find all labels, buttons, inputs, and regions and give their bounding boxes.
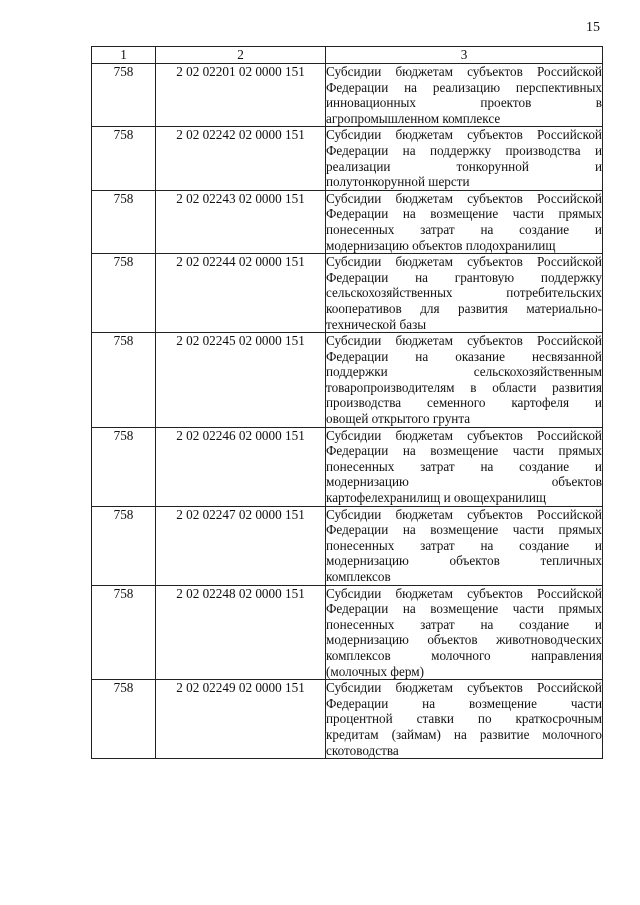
revenue-description-cell <box>326 333 603 428</box>
revenue-description-cell <box>326 680 603 759</box>
description-line: Субсидии бюджетам субъектов Российской <box>326 64 602 79</box>
description-line: кооперативов для развития материально- <box>326 300 602 316</box>
budget-classification-code-cell: 2 02 02249 02 0000 151 <box>156 680 326 759</box>
column-header-1: 1 <box>92 47 156 64</box>
description-line: Федерации на возмещение части прямых <box>326 601 602 617</box>
description-line: полутонкорунной шерсти <box>326 174 470 190</box>
description-line: Субсидии бюджетам субъектов Российской <box>326 585 602 601</box>
chief-admin-code-cell: 758 <box>92 190 156 253</box>
description-line: инновационных проектов в <box>326 95 602 111</box>
description-line: модернизацию объектов животноводческих <box>326 632 602 648</box>
description-line: поддержки сельскохозяйственным <box>326 364 602 380</box>
description-line: понесенных затрат на создание и <box>326 458 602 474</box>
description-line: технической базы <box>326 316 427 332</box>
description-line: Субсидии бюджетам субъектов Российской <box>326 333 602 349</box>
description-line: Субсидии бюджетам субъектов Российской <box>326 127 602 143</box>
budget-classification-code-cell: 2 02 02247 02 0000 151 <box>156 506 326 585</box>
chief-admin-code-cell: 758 <box>92 427 156 506</box>
description-line: скотоводства <box>326 742 399 758</box>
column-header-2: 2 <box>156 47 326 64</box>
table-row <box>92 190 603 253</box>
budget-codes-table <box>91 46 603 759</box>
table-row <box>92 680 603 759</box>
revenue-description-cell <box>326 506 603 585</box>
table-row <box>92 585 603 680</box>
table-header-row <box>92 47 603 64</box>
revenue-description-cell <box>326 427 603 506</box>
description-line: Федерации на возмещение части прямых <box>326 206 602 222</box>
description-line: Федерации на грантовую поддержку <box>326 269 602 285</box>
description-line: модернизацию объектов плодохранилищ <box>326 237 556 253</box>
table-row <box>92 333 603 428</box>
chief-admin-code-cell: 758 <box>92 506 156 585</box>
description-line: Федерации на оказание несвязанной <box>326 348 602 364</box>
description-line: Субсидии бюджетам субъектов Российской <box>326 506 602 522</box>
description-line: Субсидии бюджетам субъектов Российской <box>326 190 602 206</box>
chief-admin-code-cell: 758 <box>92 680 156 759</box>
chief-admin-code-cell: 758 <box>92 64 156 127</box>
table-row <box>92 64 603 127</box>
table-row <box>92 506 603 585</box>
chief-admin-code-cell: 758 <box>92 127 156 190</box>
description-line: Субсидии бюджетам субъектов Российской <box>326 427 602 443</box>
description-line: модернизацию объектов тепличных <box>326 553 602 569</box>
revenue-description-cell <box>326 64 603 127</box>
description-line: Федерации на реализацию перспективных <box>326 79 602 95</box>
description-line: понесенных затрат на создание и <box>326 537 602 553</box>
description-line: товаропроизводителям в области развития <box>326 379 602 395</box>
description-line: Федерации на возмещение части прямых <box>326 522 602 538</box>
description-line: Субсидии бюджетам субъектов Российской <box>326 680 602 696</box>
budget-classification-code-cell: 2 02 02248 02 0000 151 <box>156 585 326 680</box>
description-line: понесенных затрат на создание и <box>326 221 602 237</box>
description-line: Федерации на возмещение части <box>326 695 602 711</box>
description-line: комплексов молочного направления <box>326 647 602 663</box>
budget-classification-code-cell: 2 02 02243 02 0000 151 <box>156 190 326 253</box>
revenue-description-cell <box>326 127 603 190</box>
budget-classification-code-cell: 2 02 02201 02 0000 151 <box>156 64 326 127</box>
description-line: Федерации на возмещение части прямых <box>326 443 602 459</box>
revenue-description-cell <box>326 254 603 333</box>
description-line: реализации тонкорунной и <box>326 158 602 174</box>
description-line: овощей открытого грунта <box>326 411 471 427</box>
revenue-description-cell <box>326 585 603 680</box>
table-row <box>92 127 603 190</box>
description-line: производства семенного картофеля и <box>326 395 602 411</box>
description-line: кредитам (займам) на развитие молочного <box>326 726 602 742</box>
chief-admin-code-cell: 758 <box>92 585 156 680</box>
description-line: комплексов <box>326 569 391 584</box>
table-row <box>92 427 603 506</box>
description-line: модернизацию объектов <box>326 474 602 490</box>
budget-classification-code-cell: 2 02 02246 02 0000 151 <box>156 427 326 506</box>
column-header-3: 3 <box>326 47 603 64</box>
budget-classification-code-cell: 2 02 02244 02 0000 151 <box>156 254 326 333</box>
description-line: картофелехранилищ и овощехранилищ <box>326 490 547 506</box>
description-line: понесенных затрат на создание и <box>326 616 602 632</box>
description-line: агропромышленном комплексе <box>326 110 501 126</box>
budget-classification-code-cell: 2 02 02242 02 0000 151 <box>156 127 326 190</box>
description-line: Федерации на поддержку производства и <box>326 142 602 158</box>
table-body <box>92 64 603 759</box>
description-line: (молочных ферм) <box>326 663 424 679</box>
description-line: процентной ставки по краткосрочным <box>326 711 602 727</box>
budget-classification-code-cell: 2 02 02245 02 0000 151 <box>156 333 326 428</box>
page-number: 15 <box>586 20 600 35</box>
table-row <box>92 254 603 333</box>
chief-admin-code-cell: 758 <box>92 254 156 333</box>
description-line: Субсидии бюджетам субъектов Российской <box>326 254 602 270</box>
chief-admin-code-cell: 758 <box>92 333 156 428</box>
description-line: сельскохозяйственных потребительских <box>326 285 602 301</box>
revenue-description-cell <box>326 190 603 253</box>
